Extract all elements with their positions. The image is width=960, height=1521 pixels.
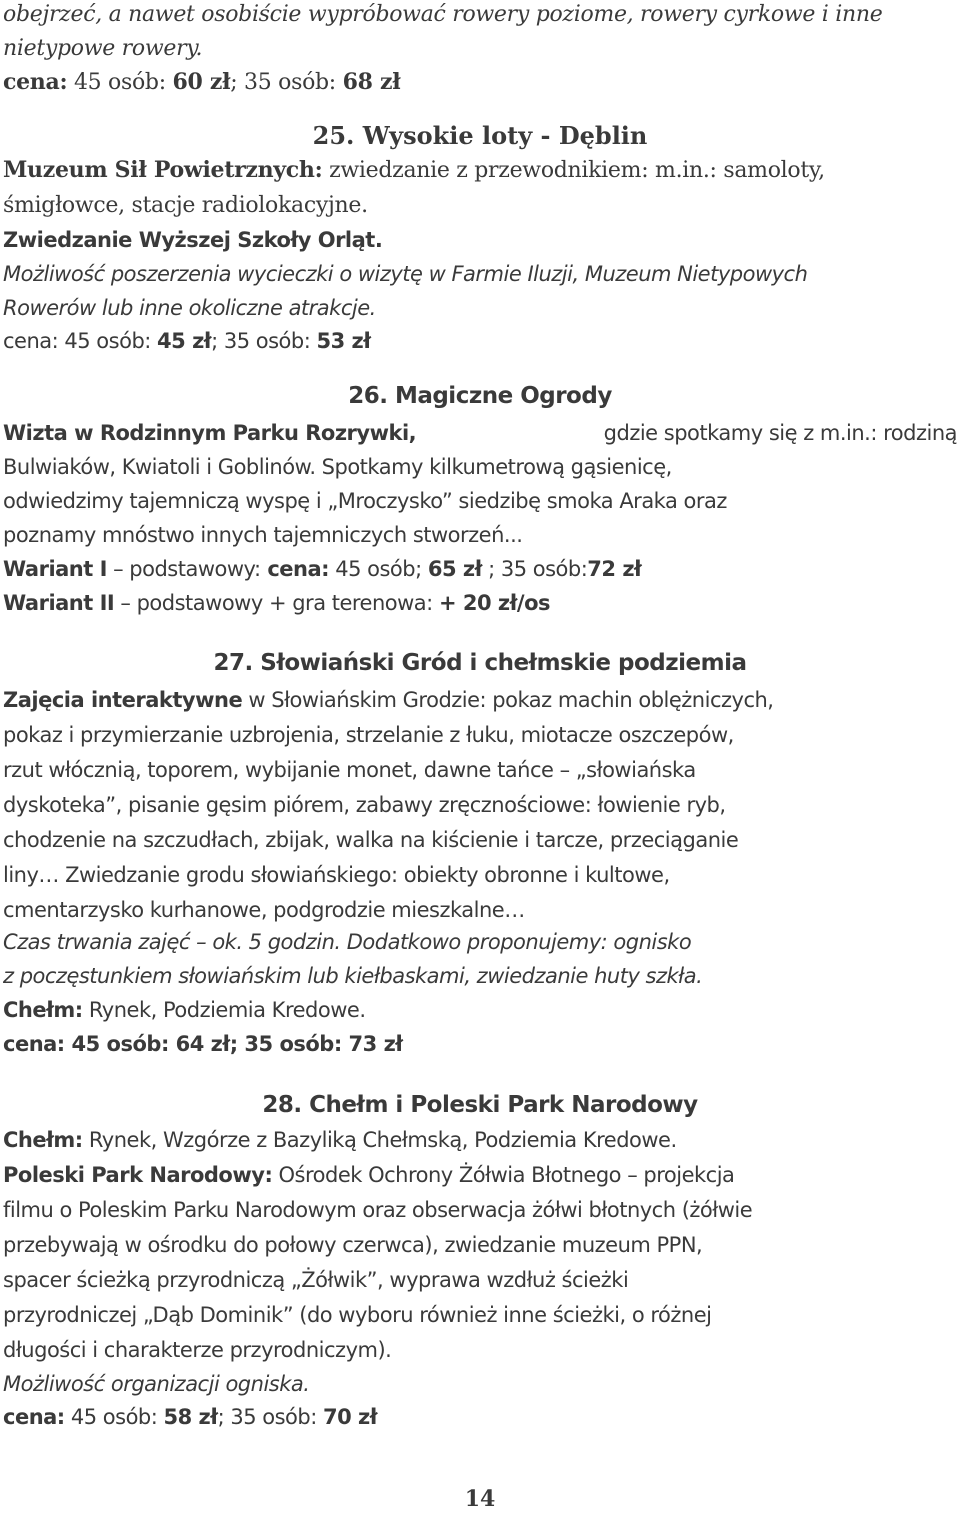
s25-museum: Muzeum Sił Powietrznych: zwiedzanie z przewodnikiem: m.in.: samoloty, xyxy=(3,157,825,183)
s26-line-2: Bulwiaków, Kwiatoli i Goblinów. Spotkamy kilkumetrową gąsienicę, xyxy=(3,455,672,479)
s26-variant-1: Wariant I – podstawowy: cena: 45 osób; 65 zł ; 35 osób:72 zł xyxy=(3,557,642,581)
s27-line-2: pokaz i przymierzanie uzbrojenia, strzelanie z łuku, miotacze oszczepów, xyxy=(3,723,734,747)
s27-extra: z poczęstunkiem słowiańskim lub kiełbaskami, zwiedzanie huty szkła. xyxy=(3,964,703,988)
page-number: 14 xyxy=(464,1486,496,1512)
s25-title: 25. Wysokie loty - Dęblin xyxy=(312,121,648,150)
s27-title: 27. Słowiański Gród i chełmskie podziemia xyxy=(213,650,747,676)
s27-line-7: cmentarzysko kurhanowe, podgrodzie mieszkalne… xyxy=(3,898,525,922)
s26-line-4: poznamy mnóstwo innych tajemniczych stworzeń... xyxy=(3,523,523,547)
s27-line-1: Zajęcia interaktywne w Słowiańskim Grodzie: pokaz machin oblężniczych, xyxy=(3,688,774,712)
s28-title: 28. Chełm i Poleski Park Narodowy xyxy=(262,1092,698,1118)
s28-line-4: spacer ścieżką przyrodniczą „Żółwik”, wyprawa wzdłuż ścieżki xyxy=(3,1268,629,1292)
s27-duration: Czas trwania zajęć – ok. 5 godzin. Dodatkowo proponujemy: ognisko xyxy=(3,930,692,954)
s26-line-3: odwiedzimy tajemniczą wyspę i „Mroczysko” siedzibę smoka Araka oraz xyxy=(3,489,727,513)
s28-chelm: Chełm: Rynek, Wzgórze z Bazyliką Chełmską, Podziemia Kredowe. xyxy=(3,1128,677,1152)
s24-line-1: obejrzeć, a nawet osobiście wypróbować rowery poziome, rowery cyrkowe i inne xyxy=(3,2,883,27)
s27-price: cena: 45 osób: 64 zł; 35 osób: 73 zł xyxy=(3,1032,403,1056)
s28-line-5: przyrodniczej „Dąb Dominik” (do wyboru również inne ścieżki, o różnej xyxy=(3,1303,712,1327)
s24-line-2: nietypowe rowery. xyxy=(3,36,203,61)
s28-line-1: Poleski Park Narodowy: Ośrodek Ochrony Żółwia Błotnego – projekcja xyxy=(3,1163,735,1187)
s25-museum-cont: śmigłowce, stacje radiolokacyjne. xyxy=(3,193,368,218)
s28-line-6: długości i charakterze przyrodniczym). xyxy=(3,1338,392,1362)
s28-line-2: filmu o Poleskim Parku Narodowym oraz obserwacja żółwi błotnych (żółwie xyxy=(3,1198,753,1222)
s26-line-1: Wizta w Rodzinnym Parku Rozrywki, gdzie spotkamy się z m.in.: rodziną xyxy=(3,421,957,445)
s28-fire: Możliwość organizacji ogniska. xyxy=(3,1372,310,1396)
s27-line-5: chodzenie na szczudłach, zbijak, walka na kiścienie i tarcze, przeciąganie xyxy=(3,828,739,852)
s25-price: cena: 45 osób: 45 zł; 35 osób: 53 zł xyxy=(3,329,371,353)
s26-variant-2: Wariant II – podstawowy + gra terenowa: + 20 zł/os xyxy=(3,591,550,615)
s27-line-6: liny… Zwiedzanie grodu słowiańskiego: obiekty obronne i kultowe, xyxy=(3,863,670,887)
s27-chelm: Chełm: Rynek, Podziemia Kredowe. xyxy=(3,998,366,1022)
s25-extra-2: Rowerów lub inne okoliczne atrakcje. xyxy=(3,296,376,320)
s25-school: Zwiedzanie Wyższej Szkoły Orląt. xyxy=(3,228,383,252)
s28-line-3: przebywają w ośrodku do połowy czerwca), zwiedzanie muzeum PPN, xyxy=(3,1233,703,1257)
s26-title: 26. Magiczne Ogrody xyxy=(348,383,612,409)
s28-price: cena: 45 osób: 58 zł; 35 osób: 70 zł xyxy=(3,1405,378,1429)
s27-line-4: dyskoteka”, pisanie gęsim piórem, zabawy zręcznościowe: łowienie ryb, xyxy=(3,793,726,817)
s24-price: cena: 45 osób: 60 zł; 35 osób: 68 zł xyxy=(3,69,401,95)
s25-extra-1: Możliwość poszerzenia wycieczki o wizytę w Farmie Iluzji, Muzeum Nietypowych xyxy=(3,262,808,286)
s27-line-3: rzut włócznią, toporem, wybijanie monet, dawne tańce – „słowiańska xyxy=(3,758,696,782)
